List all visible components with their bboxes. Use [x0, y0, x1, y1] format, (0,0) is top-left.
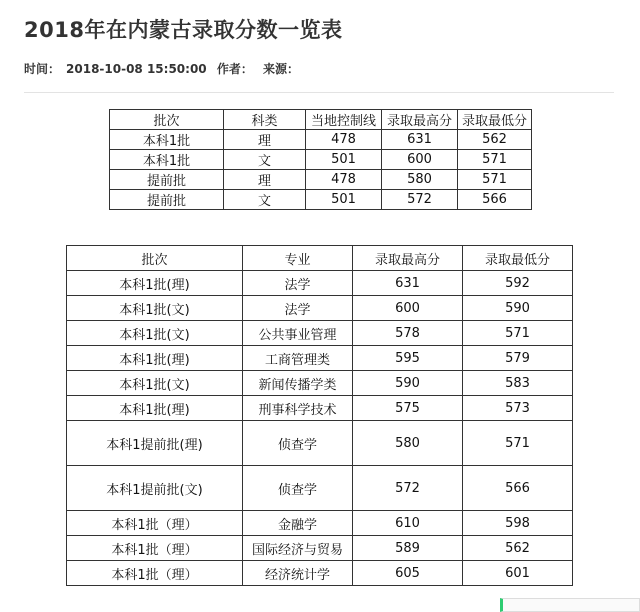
table-cell: 侦查学	[243, 421, 353, 466]
table-cell: 610	[353, 511, 463, 536]
table-cell: 600	[382, 150, 458, 170]
table-cell: 566	[463, 466, 573, 511]
table-cell: 金融学	[243, 511, 353, 536]
table-cell: 本科1批(理)	[67, 396, 243, 421]
table-cell: 601	[463, 561, 573, 586]
table-cell: 631	[382, 130, 458, 150]
table-cell: 本科1批(文)	[67, 371, 243, 396]
table-row	[110, 190, 532, 210]
divider	[24, 92, 614, 93]
table-row	[67, 421, 573, 466]
table-cell: 侦查学	[243, 466, 353, 511]
table-cell: 本科1批	[110, 130, 224, 150]
table-cell: 本科1批(理)	[67, 271, 243, 296]
time-value: 2018-10-08 15:50:00	[66, 62, 207, 76]
table-header-row	[110, 110, 532, 130]
header-cell: 当地控制线	[306, 110, 382, 130]
header-cell: 批次	[67, 246, 243, 271]
table-cell: 工商管理类	[243, 346, 353, 371]
table-cell: 579	[463, 346, 573, 371]
table-header-row	[67, 246, 573, 271]
table-cell: 本科1批（理）	[67, 511, 243, 536]
source-label: 来源：	[263, 62, 300, 76]
table-cell: 本科1批（理）	[67, 561, 243, 586]
table-cell: 580	[382, 170, 458, 190]
table-cell: 478	[306, 130, 382, 150]
header-cell: 录取最高分	[382, 110, 458, 130]
table-cell: 本科1提前批(文)	[67, 466, 243, 511]
table-cell: 501	[306, 150, 382, 170]
table-cell: 文	[224, 150, 306, 170]
table-cell: 562	[458, 130, 532, 150]
table-row	[67, 271, 573, 296]
table-cell: 589	[353, 536, 463, 561]
table-cell: 571	[463, 321, 573, 346]
table-cell: 595	[353, 346, 463, 371]
table-row	[67, 371, 573, 396]
time-label: 时间：	[24, 62, 61, 76]
table-cell: 文	[224, 190, 306, 210]
table-cell: 501	[306, 190, 382, 210]
table-cell: 605	[353, 561, 463, 586]
table-row	[110, 150, 532, 170]
table-cell: 631	[353, 271, 463, 296]
table-row	[67, 511, 573, 536]
table-cell: 理	[224, 170, 306, 190]
table-cell: 571	[458, 150, 532, 170]
table-row	[67, 296, 573, 321]
table-cell: 提前批	[110, 170, 224, 190]
table-cell: 572	[353, 466, 463, 511]
table-cell: 经济统计学	[243, 561, 353, 586]
table-cell: 600	[353, 296, 463, 321]
author-label: 作者：	[216, 62, 253, 76]
header-cell: 录取最高分	[353, 246, 463, 271]
article-title: 2018年在内蒙古录取分数一览表	[24, 18, 343, 42]
table-cell: 提前批	[110, 190, 224, 210]
table-row	[67, 466, 573, 511]
table-cell: 590	[463, 296, 573, 321]
table-cell: 572	[382, 190, 458, 210]
table-cell: 598	[463, 511, 573, 536]
table-cell: 583	[463, 371, 573, 396]
table-cell: 本科1批(理)	[67, 346, 243, 371]
table-cell: 刑事科学技术	[243, 396, 353, 421]
header-cell: 专业	[243, 246, 353, 271]
table-cell: 580	[353, 421, 463, 466]
table-cell: 理	[224, 130, 306, 150]
table-row	[67, 321, 573, 346]
table-cell: 本科1提前批(理)	[67, 421, 243, 466]
table-cell: 法学	[243, 271, 353, 296]
table-cell: 592	[463, 271, 573, 296]
header-cell: 批次	[110, 110, 224, 130]
major-score-table	[66, 245, 573, 586]
table-cell: 566	[458, 190, 532, 210]
table-row	[110, 170, 532, 190]
table-cell: 478	[306, 170, 382, 190]
table-cell: 562	[463, 536, 573, 561]
table-cell: 公共事业管理	[243, 321, 353, 346]
table-cell: 本科1批	[110, 150, 224, 170]
table-row	[67, 346, 573, 371]
table-cell: 578	[353, 321, 463, 346]
table-row	[67, 536, 573, 561]
table-cell: 573	[463, 396, 573, 421]
header-cell: 录取最低分	[463, 246, 573, 271]
table-cell: 法学	[243, 296, 353, 321]
article-meta	[24, 60, 305, 77]
table-cell: 590	[353, 371, 463, 396]
table-row	[67, 561, 573, 586]
table-cell: 571	[458, 170, 532, 190]
table-row	[67, 396, 573, 421]
table-cell: 本科1批(文)	[67, 296, 243, 321]
table-cell: 本科1批（理）	[67, 536, 243, 561]
table-row	[110, 130, 532, 150]
header-cell: 录取最低分	[458, 110, 532, 130]
header-cell: 科类	[224, 110, 306, 130]
table-cell: 575	[353, 396, 463, 421]
table-cell: 国际经济与贸易	[243, 536, 353, 561]
table-cell: 新闻传播学类	[243, 371, 353, 396]
table-cell: 本科1批(文)	[67, 321, 243, 346]
table-cell: 571	[463, 421, 573, 466]
score-summary-table	[109, 109, 532, 210]
